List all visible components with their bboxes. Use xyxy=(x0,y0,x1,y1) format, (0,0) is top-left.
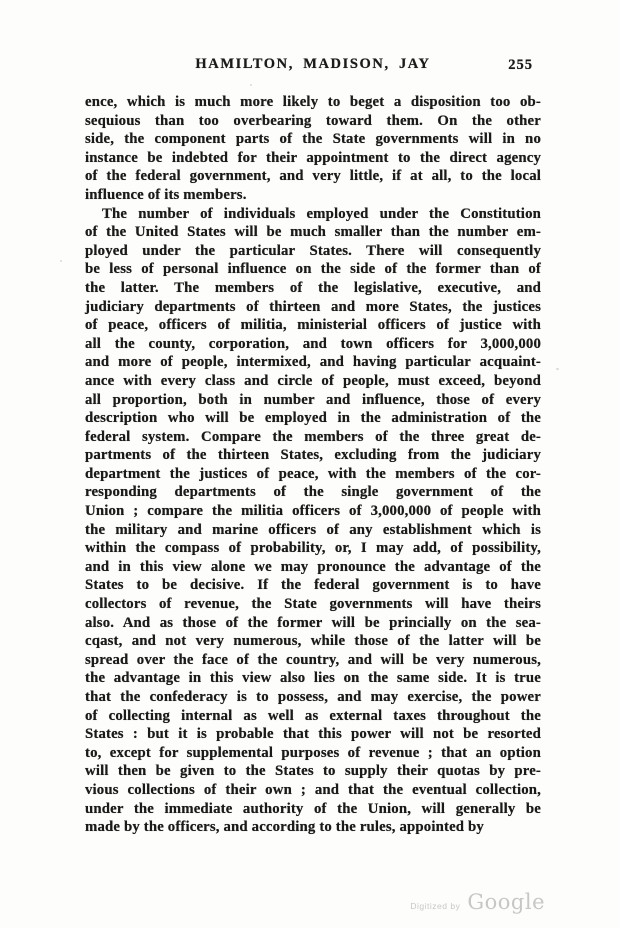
text-line: States : but it is probable that this power will not be resorted xyxy=(85,726,541,743)
digitized-by-watermark xyxy=(410,890,545,914)
text-line: that the confederacy is to possess, and may exercise, the power xyxy=(85,689,541,705)
text-line: also. And as those of the former will be princially on the sea- xyxy=(85,614,541,631)
text-line: side, the component parts of the State governments will in no xyxy=(85,131,541,148)
watermark-prefix-text: Digitized by xyxy=(410,901,461,911)
text-line: responding departments of the single government of the xyxy=(85,484,541,501)
text-line: ance with every class and circle of people, must exceed, beyond xyxy=(85,372,541,389)
text-line: be less of personal influence on the side of the former than of xyxy=(85,261,541,278)
header-title: HAMILTON, MADISON, JAY xyxy=(195,56,431,72)
text-line: all the county, corporation, and town officers for 3,000,000 xyxy=(85,335,541,352)
text-line: partments of the thirteen States, excluding from the judiciary xyxy=(85,447,541,464)
text-line: instance be indebted for their appointment to the direct agency xyxy=(85,149,541,166)
text-line: ence, which is much more likely to beget a disposition too ob- xyxy=(85,94,541,110)
text-line: The number of individuals employed under the Constitution xyxy=(102,205,541,222)
text-line: ployed under the particular States. There will consequently xyxy=(85,242,541,259)
running-header xyxy=(85,56,541,76)
page-body xyxy=(85,93,541,837)
text-line: all proportion, both in number and influence, those of every xyxy=(85,391,541,408)
scan-speck xyxy=(250,84,252,86)
text-line: judiciary departments of thirteen and more States, the justices xyxy=(85,298,541,315)
scan-speck xyxy=(556,368,559,370)
text-line: under the immediate authority of the Union, will generally be xyxy=(85,800,541,817)
text-line: Union ; compare the militia officers of 3,000,000 of people with xyxy=(85,503,541,520)
text-line: vious collections of their own ; and that the eventual collection, xyxy=(85,781,541,798)
text-line: made by the officers, and according to the rules, appointed by xyxy=(85,819,484,836)
text-line: to, except for supplemental purposes of revenue ; that an option xyxy=(85,744,541,761)
text-line: sequious than too overbearing toward them. On the other xyxy=(85,112,541,129)
text-line: and more of people, intermixed, and having particular acquaint- xyxy=(85,354,541,371)
text-line: the advantage in this view also lies on the same side. It is true xyxy=(85,670,541,687)
text-line: States to be decisive. If the federal government is to have xyxy=(85,577,541,594)
text-line: spread over the face of the country, and will be very numerous, xyxy=(85,651,541,668)
text-line: federal system. Compare the members of the three great de- xyxy=(85,428,541,445)
text-line: cqast, and not very numerous, while those of the latter will be xyxy=(85,633,541,650)
text-line: within the compass of probability, or, I may add, of possibility, xyxy=(85,540,541,557)
text-line: description who will be employed in the administration of the xyxy=(85,410,541,427)
text-line: the latter. The members of the legislative, executive, and xyxy=(85,279,541,296)
page-number: 255 xyxy=(508,57,533,73)
text-line: and in this view alone we may pronounce the advantage of the xyxy=(85,558,541,575)
text-line: influence of its members. xyxy=(85,186,247,203)
text-line: of collecting internal as well as external taxes throughout the xyxy=(85,707,541,724)
text-line: of the United States will be much smaller than the number em- xyxy=(85,224,541,241)
text-line: of peace, officers of militia, ministerial officers of justice with xyxy=(85,317,541,334)
text-line: the military and marine officers of any establishment which is xyxy=(85,521,541,538)
text-line: will then be given to the States to supply their quotas by pre- xyxy=(85,763,541,780)
text-line: department the justices of peace, with the members of the cor- xyxy=(85,465,541,482)
google-logo: Google xyxy=(467,890,545,914)
scan-speck xyxy=(60,260,62,262)
text-line: collectors of revenue, the State governments will have theirs xyxy=(85,596,541,613)
text-line: of the federal government, and very little, if at all, to the local xyxy=(85,168,541,185)
